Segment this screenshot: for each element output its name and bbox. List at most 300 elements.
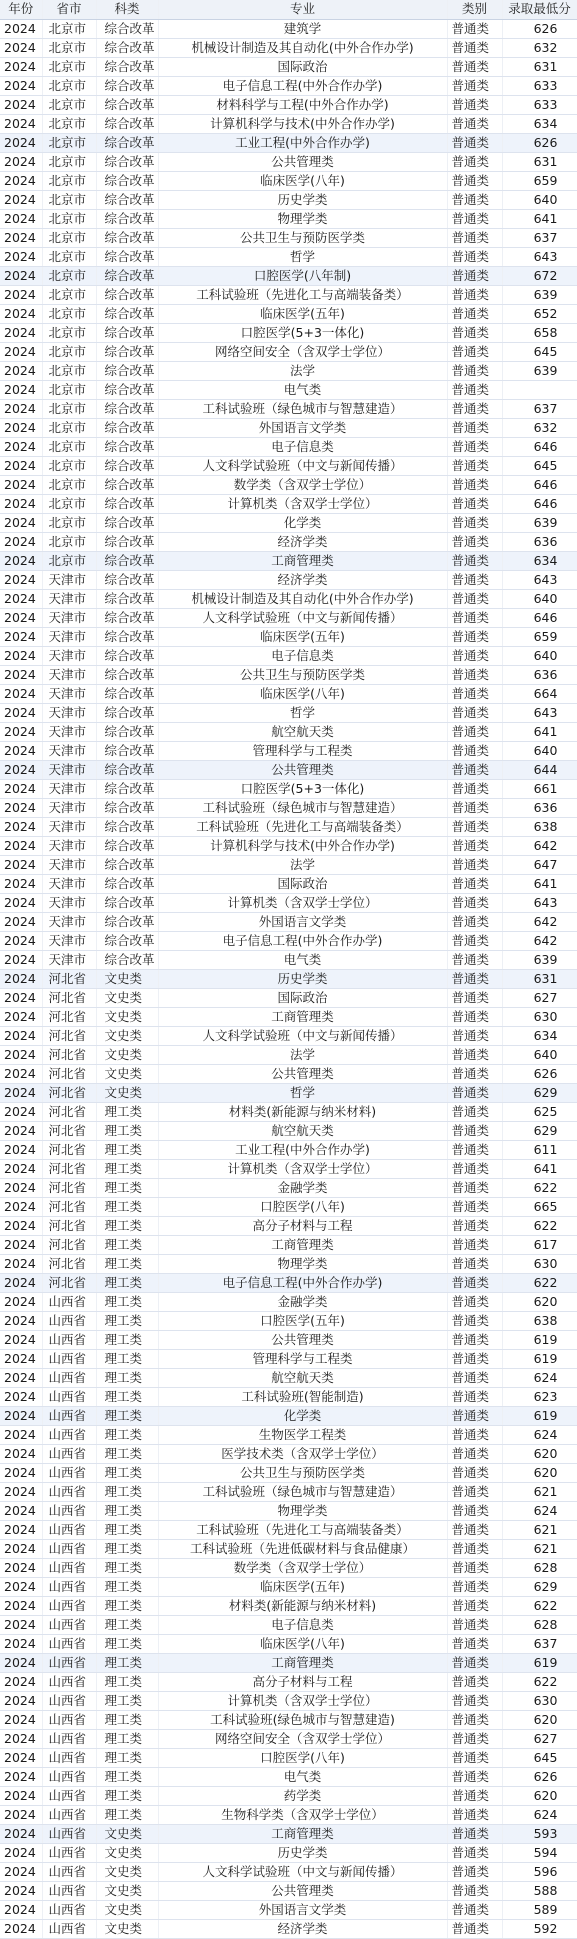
- cell-province: 河北省: [42, 1216, 96, 1235]
- cell-min-score: 611: [502, 1140, 577, 1159]
- cell-min-score: 639: [502, 285, 577, 304]
- cell-type: 普通类: [447, 1539, 502, 1558]
- cell-type: 普通类: [447, 95, 502, 114]
- cell-type: 普通类: [447, 779, 502, 798]
- table-row: [0, 1159, 577, 1178]
- cell-province: 天津市: [42, 627, 96, 646]
- cell-year: 2024: [0, 1634, 42, 1653]
- table-row: [0, 228, 577, 247]
- cell-min-score: 640: [502, 589, 577, 608]
- cell-province: 河北省: [42, 1064, 96, 1083]
- cell-major: 物理学类: [158, 1501, 447, 1520]
- cell-type: 普通类: [447, 1862, 502, 1881]
- cell-category: 综合改革: [96, 874, 158, 893]
- cell-major: 人文科学试验班（中文与新闻传播）: [158, 608, 447, 627]
- cell-type: 普通类: [447, 1843, 502, 1862]
- cell-province: 北京市: [42, 19, 96, 38]
- table-row: [0, 1083, 577, 1102]
- cell-province: 河北省: [42, 1083, 96, 1102]
- cell-category: 综合改革: [96, 912, 158, 931]
- cell-major: 口腔医学(八年制): [158, 266, 447, 285]
- table-row: [0, 1349, 577, 1368]
- cell-province: 山西省: [42, 1729, 96, 1748]
- cell-province: 天津市: [42, 893, 96, 912]
- table-row: [0, 703, 577, 722]
- table-row: [0, 551, 577, 570]
- cell-category: 综合改革: [96, 513, 158, 532]
- cell-type: 普通类: [447, 1330, 502, 1349]
- cell-category: 文史类: [96, 1881, 158, 1900]
- cell-province: 天津市: [42, 779, 96, 798]
- cell-type: 普通类: [447, 1273, 502, 1292]
- cell-min-score: 620: [502, 1292, 577, 1311]
- cell-major: 工商管理类: [158, 1007, 447, 1026]
- table-row: [0, 817, 577, 836]
- cell-major: 哲学: [158, 1083, 447, 1102]
- cell-major: 高分子材料与工程: [158, 1216, 447, 1235]
- cell-province: 山西省: [42, 1786, 96, 1805]
- cell-type: 普通类: [447, 1615, 502, 1634]
- cell-type: 普通类: [447, 475, 502, 494]
- cell-province: 山西省: [42, 1520, 96, 1539]
- cell-major: 数学类（含双学士学位）: [158, 475, 447, 494]
- cell-major: 国际政治: [158, 988, 447, 1007]
- cell-min-score: 622: [502, 1672, 577, 1691]
- cell-major: 工科试验班（先进化工与高端装备类）: [158, 817, 447, 836]
- table-row: [0, 1501, 577, 1520]
- cell-year: 2024: [0, 1539, 42, 1558]
- cell-min-score: 640: [502, 646, 577, 665]
- cell-major: 经济学类: [158, 570, 447, 589]
- cell-min-score: 659: [502, 627, 577, 646]
- cell-province: 天津市: [42, 817, 96, 836]
- cell-category: 综合改革: [96, 133, 158, 152]
- cell-major: 计算机类（含双学士学位）: [158, 893, 447, 912]
- cell-category: 综合改革: [96, 361, 158, 380]
- cell-type: 普通类: [447, 1140, 502, 1159]
- cell-category: 理工类: [96, 1292, 158, 1311]
- cell-major: 电子信息类: [158, 437, 447, 456]
- cell-type: 普通类: [447, 1482, 502, 1501]
- cell-type: 普通类: [447, 1026, 502, 1045]
- cell-province: 北京市: [42, 114, 96, 133]
- cell-year: 2024: [0, 57, 42, 76]
- table-row: [0, 1824, 577, 1843]
- cell-major: 法学: [158, 361, 447, 380]
- cell-category: 综合改革: [96, 209, 158, 228]
- cell-year: 2024: [0, 95, 42, 114]
- cell-year: 2024: [0, 988, 42, 1007]
- cell-min-score: 633: [502, 95, 577, 114]
- cell-category: 理工类: [96, 1368, 158, 1387]
- cell-province: 天津市: [42, 570, 96, 589]
- cell-year: 2024: [0, 969, 42, 988]
- cell-year: 2024: [0, 627, 42, 646]
- table-row: [0, 1691, 577, 1710]
- cell-major: 国际政治: [158, 874, 447, 893]
- cell-year: 2024: [0, 874, 42, 893]
- cell-type: 普通类: [447, 1045, 502, 1064]
- cell-major: 网络空间安全（含双学士学位）: [158, 342, 447, 361]
- cell-min-score: 641: [502, 1159, 577, 1178]
- cell-type: 普通类: [447, 304, 502, 323]
- cell-type: 普通类: [447, 285, 502, 304]
- cell-year: 2024: [0, 285, 42, 304]
- cell-major: 电气类: [158, 950, 447, 969]
- table-row: [0, 1140, 577, 1159]
- cell-year: 2024: [0, 1691, 42, 1710]
- cell-major: 计算机类（含双学士学位）: [158, 1691, 447, 1710]
- cell-type: 普通类: [447, 494, 502, 513]
- table-row: [0, 1805, 577, 1824]
- cell-major: 临床医学(五年): [158, 304, 447, 323]
- cell-min-score: 594: [502, 1843, 577, 1862]
- cell-category: 理工类: [96, 1577, 158, 1596]
- cell-year: 2024: [0, 817, 42, 836]
- cell-category: 文史类: [96, 988, 158, 1007]
- cell-major: 公共管理类: [158, 1330, 447, 1349]
- cell-min-score: 629: [502, 1121, 577, 1140]
- cell-type: 普通类: [447, 703, 502, 722]
- cell-category: 理工类: [96, 1216, 158, 1235]
- cell-type: 普通类: [447, 684, 502, 703]
- cell-category: 理工类: [96, 1672, 158, 1691]
- cell-min-score: 592: [502, 1919, 577, 1938]
- cell-year: 2024: [0, 1710, 42, 1729]
- cell-province: 北京市: [42, 209, 96, 228]
- table-row: [0, 1444, 577, 1463]
- table-row: [0, 1121, 577, 1140]
- cell-year: 2024: [0, 1653, 42, 1672]
- cell-province: 山西省: [42, 1900, 96, 1919]
- cell-year: 2024: [0, 1596, 42, 1615]
- cell-province: 山西省: [42, 1919, 96, 1938]
- cell-province: 北京市: [42, 152, 96, 171]
- cell-province: 山西省: [42, 1558, 96, 1577]
- cell-type: 普通类: [447, 38, 502, 57]
- cell-category: 综合改革: [96, 836, 158, 855]
- cell-category: 综合改革: [96, 722, 158, 741]
- cell-min-score: 620: [502, 1463, 577, 1482]
- cell-min-score: 634: [502, 114, 577, 133]
- table-row: [0, 456, 577, 475]
- table-row: [0, 665, 577, 684]
- cell-min-score: 647: [502, 855, 577, 874]
- cell-category: 理工类: [96, 1444, 158, 1463]
- cell-type: 普通类: [447, 437, 502, 456]
- cell-category: 综合改革: [96, 627, 158, 646]
- cell-category: 综合改革: [96, 152, 158, 171]
- cell-category: 文史类: [96, 969, 158, 988]
- cell-major: 化学类: [158, 513, 447, 532]
- cell-min-score: 617: [502, 1235, 577, 1254]
- cell-year: 2024: [0, 1007, 42, 1026]
- table-row: [0, 399, 577, 418]
- cell-type: 普通类: [447, 1406, 502, 1425]
- cell-province: 河北省: [42, 1026, 96, 1045]
- cell-category: 理工类: [96, 1159, 158, 1178]
- cell-min-score: 637: [502, 399, 577, 418]
- table-row: [0, 570, 577, 589]
- cell-province: 河北省: [42, 1121, 96, 1140]
- cell-year: 2024: [0, 1919, 42, 1938]
- cell-year: 2024: [0, 532, 42, 551]
- cell-min-score: 622: [502, 1273, 577, 1292]
- cell-type: 普通类: [447, 342, 502, 361]
- cell-type: 普通类: [447, 760, 502, 779]
- cell-year: 2024: [0, 1729, 42, 1748]
- cell-min-score: 634: [502, 551, 577, 570]
- cell-category: 理工类: [96, 1273, 158, 1292]
- table-row: [0, 532, 577, 551]
- cell-category: 综合改革: [96, 190, 158, 209]
- cell-min-score: 640: [502, 741, 577, 760]
- cell-type: 普通类: [447, 1463, 502, 1482]
- cell-province: 北京市: [42, 437, 96, 456]
- cell-type: 普通类: [447, 1710, 502, 1729]
- header-major: 专业: [158, 0, 447, 19]
- cell-year: 2024: [0, 1577, 42, 1596]
- cell-category: 文史类: [96, 1824, 158, 1843]
- cell-province: 天津市: [42, 874, 96, 893]
- cell-type: 普通类: [447, 1349, 502, 1368]
- header-type: 类别: [447, 0, 502, 19]
- cell-major: 临床医学(八年): [158, 171, 447, 190]
- cell-province: 山西省: [42, 1634, 96, 1653]
- cell-year: 2024: [0, 1520, 42, 1539]
- cell-type: 普通类: [447, 456, 502, 475]
- cell-year: 2024: [0, 1216, 42, 1235]
- table-row: [0, 1425, 577, 1444]
- cell-type: 普通类: [447, 1501, 502, 1520]
- cell-min-score: 589: [502, 1900, 577, 1919]
- cell-type: 普通类: [447, 133, 502, 152]
- cell-major: 工科试验班（先进低碳材料与食品健康）: [158, 1539, 447, 1558]
- cell-major: 人文科学试验班（中文与新闻传播）: [158, 1026, 447, 1045]
- cell-min-score: 643: [502, 893, 577, 912]
- cell-major: 电子信息工程(中外合作办学): [158, 1273, 447, 1292]
- cell-type: 普通类: [447, 1064, 502, 1083]
- cell-major: 电子信息类: [158, 646, 447, 665]
- cell-min-score: 619: [502, 1653, 577, 1672]
- cell-type: 普通类: [447, 418, 502, 437]
- cell-min-score: 621: [502, 1539, 577, 1558]
- cell-type: 普通类: [447, 798, 502, 817]
- table-row: [0, 133, 577, 152]
- cell-major: 历史学类: [158, 1843, 447, 1862]
- cell-category: 综合改革: [96, 570, 158, 589]
- cell-category: 理工类: [96, 1482, 158, 1501]
- cell-year: 2024: [0, 893, 42, 912]
- cell-province: 北京市: [42, 38, 96, 57]
- cell-province: 山西省: [42, 1748, 96, 1767]
- table-row: [0, 1596, 577, 1615]
- cell-major: 物理学类: [158, 1254, 447, 1273]
- cell-year: 2024: [0, 570, 42, 589]
- cell-province: 天津市: [42, 722, 96, 741]
- cell-major: 机械设计制造及其自动化(中外合作办学): [158, 589, 447, 608]
- cell-year: 2024: [0, 1292, 42, 1311]
- cell-type: 普通类: [447, 1558, 502, 1577]
- cell-province: 山西省: [42, 1653, 96, 1672]
- cell-province: 北京市: [42, 475, 96, 494]
- cell-year: 2024: [0, 323, 42, 342]
- table-row: [0, 1216, 577, 1235]
- cell-province: 山西省: [42, 1482, 96, 1501]
- cell-major: 工科试验班（先进化工与高端装备类）: [158, 285, 447, 304]
- cell-category: 理工类: [96, 1596, 158, 1615]
- cell-min-score: 636: [502, 665, 577, 684]
- cell-type: 普通类: [447, 1235, 502, 1254]
- cell-category: 综合改革: [96, 304, 158, 323]
- cell-major: 临床医学(五年): [158, 1577, 447, 1596]
- table-row: [0, 1881, 577, 1900]
- cell-province: 山西省: [42, 1672, 96, 1691]
- table-row: [0, 266, 577, 285]
- cell-province: 山西省: [42, 1539, 96, 1558]
- cell-type: 普通类: [447, 1425, 502, 1444]
- cell-major: 哲学: [158, 247, 447, 266]
- cell-major: 口腔医学(5+3一体化): [158, 323, 447, 342]
- cell-year: 2024: [0, 38, 42, 57]
- cell-year: 2024: [0, 456, 42, 475]
- cell-type: 普通类: [447, 171, 502, 190]
- table-row: [0, 1007, 577, 1026]
- table-row: [0, 931, 577, 950]
- cell-type: 普通类: [447, 1786, 502, 1805]
- cell-province: 天津市: [42, 684, 96, 703]
- cell-province: 河北省: [42, 1254, 96, 1273]
- cell-year: 2024: [0, 1748, 42, 1767]
- cell-category: 理工类: [96, 1710, 158, 1729]
- table-row: [0, 741, 577, 760]
- cell-min-score: 665: [502, 1197, 577, 1216]
- cell-major: 工科试验班（绿色城市与智慧建造）: [158, 1482, 447, 1501]
- cell-major: 工科试验班（先进化工与高端装备类）: [158, 1520, 447, 1539]
- cell-category: 综合改革: [96, 19, 158, 38]
- cell-province: 北京市: [42, 418, 96, 437]
- table-row: [0, 1729, 577, 1748]
- table-row: [0, 342, 577, 361]
- cell-province: 北京市: [42, 95, 96, 114]
- cell-province: 山西省: [42, 1767, 96, 1786]
- cell-province: 北京市: [42, 266, 96, 285]
- cell-category: 理工类: [96, 1463, 158, 1482]
- cell-major: 口腔医学(5+3一体化): [158, 779, 447, 798]
- cell-major: 管理科学与工程类: [158, 1349, 447, 1368]
- cell-type: 普通类: [447, 1729, 502, 1748]
- table-row: [0, 76, 577, 95]
- table-row: [0, 1045, 577, 1064]
- cell-major: 外国语言文学类: [158, 1900, 447, 1919]
- cell-major: 生物医学工程类: [158, 1425, 447, 1444]
- cell-category: 文史类: [96, 1045, 158, 1064]
- table-row: [0, 1178, 577, 1197]
- cell-min-score: 619: [502, 1406, 577, 1425]
- table-row: [0, 1368, 577, 1387]
- table-row: [0, 1235, 577, 1254]
- cell-province: 天津市: [42, 741, 96, 760]
- cell-major: 法学: [158, 855, 447, 874]
- cell-year: 2024: [0, 1330, 42, 1349]
- cell-province: 天津市: [42, 950, 96, 969]
- cell-year: 2024: [0, 1026, 42, 1045]
- cell-year: 2024: [0, 703, 42, 722]
- cell-category: 综合改革: [96, 380, 158, 399]
- cell-type: 普通类: [447, 665, 502, 684]
- cell-category: 综合改革: [96, 228, 158, 247]
- cell-category: 理工类: [96, 1634, 158, 1653]
- cell-category: 理工类: [96, 1539, 158, 1558]
- cell-min-score: 624: [502, 1368, 577, 1387]
- cell-province: 河北省: [42, 1045, 96, 1064]
- cell-province: 北京市: [42, 532, 96, 551]
- cell-province: 山西省: [42, 1843, 96, 1862]
- table-row: [0, 1482, 577, 1501]
- cell-category: 文史类: [96, 1064, 158, 1083]
- cell-major: 航空航天类: [158, 1368, 447, 1387]
- cell-province: 河北省: [42, 1178, 96, 1197]
- cell-category: 理工类: [96, 1653, 158, 1672]
- cell-category: 综合改革: [96, 76, 158, 95]
- table-row: [0, 1577, 577, 1596]
- cell-type: 普通类: [447, 1083, 502, 1102]
- cell-min-score: 637: [502, 228, 577, 247]
- cell-type: 普通类: [447, 19, 502, 38]
- cell-category: 文史类: [96, 1862, 158, 1881]
- cell-major: 金融学类: [158, 1292, 447, 1311]
- cell-type: 普通类: [447, 988, 502, 1007]
- table-body: [0, 19, 577, 1938]
- cell-province: 天津市: [42, 589, 96, 608]
- cell-min-score: 643: [502, 247, 577, 266]
- cell-year: 2024: [0, 1425, 42, 1444]
- cell-category: 综合改革: [96, 950, 158, 969]
- cell-type: 普通类: [447, 969, 502, 988]
- cell-province: 北京市: [42, 380, 96, 399]
- cell-year: 2024: [0, 399, 42, 418]
- cell-year: 2024: [0, 1121, 42, 1140]
- cell-category: 综合改革: [96, 665, 158, 684]
- cell-year: 2024: [0, 1862, 42, 1881]
- cell-category: 综合改革: [96, 437, 158, 456]
- cell-type: 普通类: [447, 1159, 502, 1178]
- cell-year: 2024: [0, 209, 42, 228]
- cell-min-score: 628: [502, 1558, 577, 1577]
- table-row: [0, 798, 577, 817]
- cell-major: 计算机类（含双学士学位）: [158, 1159, 447, 1178]
- cell-min-score: 623: [502, 1387, 577, 1406]
- cell-year: 2024: [0, 1900, 42, 1919]
- cell-category: 综合改革: [96, 817, 158, 836]
- cell-type: 普通类: [447, 950, 502, 969]
- cell-year: 2024: [0, 779, 42, 798]
- table-row: [0, 722, 577, 741]
- cell-major: 外国语言文学类: [158, 912, 447, 931]
- cell-year: 2024: [0, 228, 42, 247]
- cell-province: 山西省: [42, 1615, 96, 1634]
- table-row: [0, 1634, 577, 1653]
- cell-major: 公共卫生与预防医学类: [158, 665, 447, 684]
- cell-min-score: 638: [502, 817, 577, 836]
- cell-min-score: 636: [502, 798, 577, 817]
- cell-type: 普通类: [447, 209, 502, 228]
- cell-province: 天津市: [42, 608, 96, 627]
- cell-min-score: 626: [502, 133, 577, 152]
- cell-min-score: 646: [502, 494, 577, 513]
- table-row: [0, 1311, 577, 1330]
- cell-year: 2024: [0, 1805, 42, 1824]
